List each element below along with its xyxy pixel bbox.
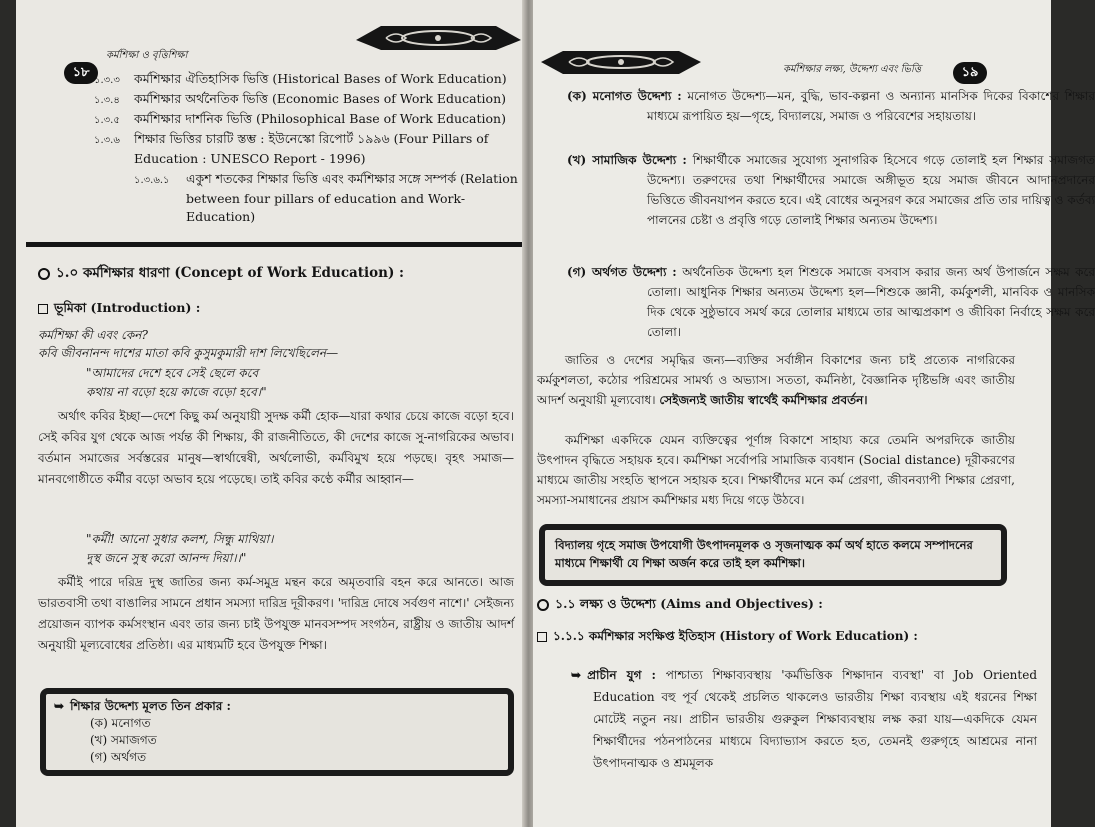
objective-item-mental: (ক) মনোগত উদ্দেশ্য : মনোগত উদ্দেশ্য—মন, বুদ্ধি, ভাব-কল্পনা ও অন্যান্য মানসিক দিকের বিকাশের শিক্ষার মাধ্যমে রূপায়িত হয়—গৃহে, বিদ্যালয়ে, সমাজ ও পরিবেশের সহায়তায়।	[567, 89, 1095, 123]
intro-heading: ভূমিকা (Introduction) :	[38, 300, 200, 320]
box-heading: ➥ শিক্ষার উদ্দেশ্য মূলত তিন প্রকার :	[54, 699, 231, 713]
section-title: ১.০ কর্মশিক্ষার ধারণা (Concept of Work Education) :	[38, 262, 518, 285]
right-page-number: ১৯	[953, 62, 987, 84]
paragraph-1: অর্থাৎ কবির ইচ্ছা—দেশে কিছু কর্ম অনুযায়ী সুদক্ষ কর্মী হোক—যারা কথার চেয়ে কাজে বড়ো হবে। সেই কবির যুগ থেকে আজ পর্যন্ত কী শিক্ষায়, কী রাজনীতিতে, কী দেশের কাজে সু-নাগরিকের অভাব। বর্তমান সমাজের সর্বস্তরের মানুষ—স্বার্থান্বেষী, অর্থলোভী, কর্মবিমুখ হয়ে পড়ছে। বৃহৎ সমাজ—মানবগোষ্ঠীতে কর্মীর বড়ো অভাব হয়ে পড়েছে। তাই কবির কণ্ঠে কর্মীর আহ্বান—	[38, 409, 514, 486]
box-item: (খ) সমাজগত	[90, 733, 157, 747]
toc-item: ১.৩.৪ কর্মশিক্ষার অর্থনৈতিক ভিত্তি (Economic Bases of Work Education)	[94, 91, 506, 106]
poem-quote-2: "কর্মী! আনো সুধার কলশ, সিন্ধু মাথিয়া। দুস্থ জনে সুস্থ করো আনন্দ দিয়া।।"	[86, 532, 274, 565]
paragraph-national: জাতির ও দেশের সমৃদ্ধির জন্য—ব্যক্তির সর্বাঙ্গীন বিকাশের জন্য চাই প্রত্যেক নাগরিকের কর্মকুশলতা, কঠোর পরিশ্রমের সামর্থ্য ও অভ্যাস। সততা, কর্মনিষ্ঠা, বৈজ্ঞানিক দৃষ্টিভঙ্গি এবং জাতীয় আদর্শ অনুযায়ী মূল্যবোধ। সেইজন্যই জাতীয় স্বার্থেই কর্মশিক্ষার প্রবর্তন।	[537, 353, 1015, 407]
poem-quote-1: "আমাদের দেশে হবে সেই ছেলে কবে কথায় না বড়ো হয়ে কাজে বড়ো হবে।"	[86, 366, 267, 399]
circle-bullet-icon	[537, 599, 549, 611]
toc-item: ১.৩.৬.১ একুশ শতকের শিক্ষার ভিত্তি এবং কর্মশিক্ষার সঙ্গে সম্পর্ক (Relation between four pillars of education and Work-Education)	[134, 171, 518, 224]
pointing-arrow-icon: ➥	[54, 699, 65, 713]
left-running-head: কর্মশিক্ষা ও বৃত্তিশিক্ষা	[106, 50, 188, 61]
box-item: (ক) মনোগত	[90, 716, 151, 730]
lead-line: কবি জীবনানন্দ দাশের মাতা কবি কুসুমকুমারী দাশ লিখেছিলেন—	[38, 346, 339, 360]
box-item: (গ) অর্থগত	[90, 750, 147, 764]
aims-box	[40, 688, 514, 776]
pointing-arrow-icon: ➥	[571, 668, 582, 682]
history-heading: ১.১.১ কর্মশিক্ষার সংক্ষিপ্ত ইতিহাস (History of Work Education) :	[537, 628, 1015, 648]
right-page	[533, 0, 1095, 827]
toc-item: ১.৩.৩ কর্মশিক্ষার ঐতিহাসিক ভিত্তি (Historical Bases of Work Education)	[94, 71, 507, 86]
left-page-number: ১৮	[64, 62, 98, 84]
left-page	[16, 0, 528, 827]
circle-bullet-icon	[38, 268, 50, 280]
table-of-contents	[94, 70, 524, 226]
section-divider	[26, 242, 526, 247]
right-running-head: কর্মশিক্ষার লক্ষ্য, উদ্দেশ্য এবং ভিত্তি	[783, 64, 921, 75]
definition-box	[539, 524, 1007, 586]
square-bullet-icon	[38, 304, 48, 314]
definition-text: বিদ্যালয় গৃহে সমাজ উপযোগী উৎপাদনমূলক ও সৃজনাত্মক কর্ম অর্থ হাতে কলমে সম্পাদনের মাধ্যমে শিক্ষার্থী যে শিক্ষা অর্জন করে তাই হল কর্মশিক্ষা।	[555, 538, 973, 570]
paragraph-work-education: কর্মশিক্ষা একদিকে যেমন ব্যক্তিত্বের পূর্ণাঙ্গ বিকাশে সাহায্য করে তেমনি অপরদিকে জাতীয় উৎপাদন বৃদ্ধিতে সহায়ক হবে। কর্মশিক্ষা সর্বোপরি সামাজিক ব্যবধান (Social distance) দূরীকরণের মাধ্যমে জাতীয় সংহতি স্থাপনে সহায়ক হবে। শিক্ষার্থীদের মনে কর্ম প্রেরণা, জীবনব্যাপী শিক্ষার প্রেরণা, সমস্যা-সমাধানের প্রয়াস কর্মশিক্ষার মধ্য দিয়ে গড়ে উঠবে।	[537, 433, 1015, 507]
decorative-ornament-icon	[356, 22, 521, 52]
toc-item: ১.৩.৫ কর্মশিক্ষার দার্শনিক ভিত্তি (Philosophical Base of Work Education)	[94, 111, 506, 126]
ancient-era-item: ➥ প্রাচীন যুগ : পাশ্চাত্য শিক্ষাব্যবস্থায় 'কর্মভিত্তিক শিক্ষাদান ব্যবস্থা' বা Job Oriented Education বহু পূর্ব থেকেই প্রচলিত থাকলেও ভারতীয় শিক্ষা ব্যবস্থায় এই ধরনের শিক্ষা মোটেই নতুন নয়। প্রাচীন ভারতীয় গুরুকুল শিক্ষাব্যবস্থায় লক্ষ করা যায়—একদিকে যেমন শিক্ষার্থীদের পঠনপাঠনের মাধ্যমে বিদ্যাভ্যাস করতে হত, তেমনই গুরুগৃহে আশ্রমের নানা উৎপাদনাত্মক ও শ্রমমূলক	[571, 668, 1038, 770]
aims-heading: ১.১ লক্ষ্য ও উদ্দেশ্য (Aims and Objectives) :	[537, 596, 1015, 616]
objective-item-social: (খ) সামাজিক উদ্দেশ্য : শিক্ষার্থীকে সমাজের সুযোগ্য সুনাগরিক হিসেবে গড়ে তোলাই হল শিক্ষার সমাজগত উদ্দেশ্য। তরুণদের তথা শিক্ষার্থীদের সমাজে অঙ্গীভূত হয়ে সমাজ জীবনে আদানপ্রদানের ভিত্তিতে জীবনযাপন করতে হবে। এই বোধের অনুসরণ করে সমাজের প্রতি তার দায়িত্ব ও কর্তব্য পালনের চেষ্টা ও প্রবৃত্তি গড়ে তোলাই শিক্ষার অন্যতম উদ্দেশ্য।	[567, 153, 1095, 227]
square-bullet-icon	[537, 632, 547, 642]
question-line: কর্মশিক্ষা কী এবং কেন?	[38, 328, 148, 342]
toc-item: ১.৩.৬ শিক্ষার ভিত্তির চারটি স্তম্ভ : ইউনেস্কো রিপোর্ট ১৯৯৬ (Four Pillars of Education : UNESCO Report - 1996)	[94, 131, 489, 166]
decorative-ornament-icon	[541, 48, 701, 78]
paragraph-2: কর্মীই পারে দরিদ্র দুস্থ জাতির জন্য কর্ম-সমুদ্র মন্থন করে অমৃতবারি বহন করে আনতে। আজ ভারতবাসী তথা বাঙালির সামনে প্রধান সমস্যা দারিদ্র দূরীকরণ। 'দারিদ্র দোষে সর্বগুণ নাশে।' সেইজন্য প্রয়োজন ব্যাপক কর্মসংস্থান এবং তার জন্য চাই উপযুক্ত মানবসম্পদ সংগঠন, রাষ্ট্রীয় ও জাতীয় আদর্শ অনুযায়ী মূল্যবোধের প্রতিষ্ঠা। এর মাধ্যমটি হবে উপযুক্ত শিক্ষা।	[38, 575, 514, 652]
objective-item-economic: (গ) অর্থগত উদ্দেশ্য : অর্থনৈতিক উদ্দেশ্য হল শিশুকে সমাজে বসবাস করার জন্য অর্থ উপার্জনে সক্ষম করে তোলা। আধুনিক শিক্ষার অন্যতম উদ্দেশ্য হল—শিশুকে জ্ঞানী, কর্মকুশলী, মানবিক ও মানসিক দিক থেকে সুষ্ঠুভাবে সমর্থ করে তোলার মাধ্যমে তার আত্মপ্রকাশ ও জীবিকা নির্বাহে সক্ষম করে তোলা।	[567, 265, 1095, 339]
